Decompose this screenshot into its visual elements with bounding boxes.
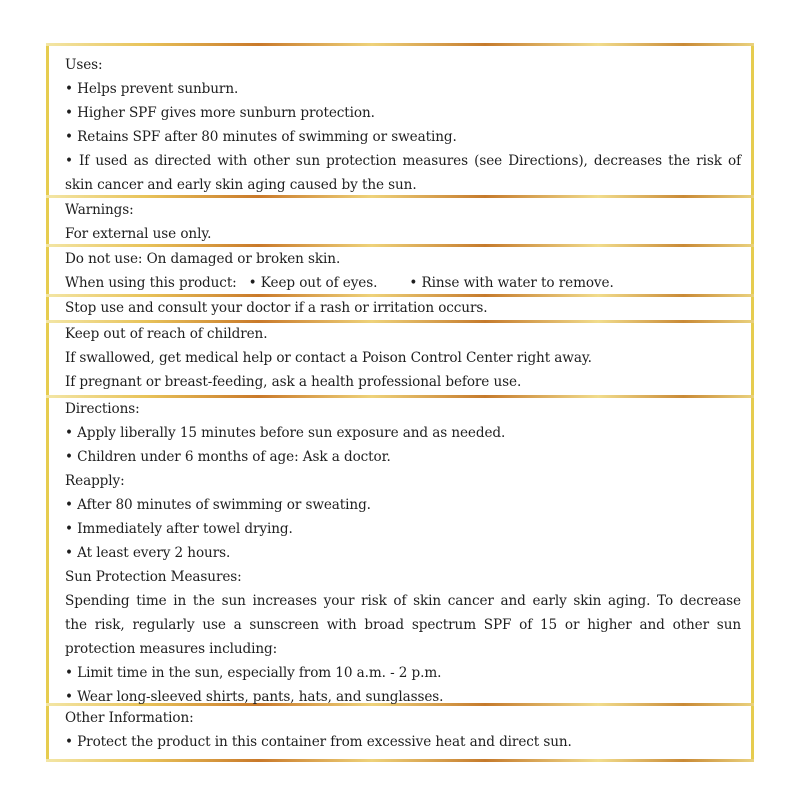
sun-protection-paragraph: Spending time in the sun increases your risk of skin cancer and early skin aging. To decrease <box>65 593 741 609</box>
uses-item-continued: skin cancer and early skin aging caused by the sun. <box>65 177 417 193</box>
divider-top <box>46 43 754 46</box>
sun-protection-item: • Limit time in the sun, especially from 10 a.m. - 2 p.m. <box>65 665 442 681</box>
keep-out-line: Keep out of reach of children. <box>65 326 268 342</box>
other-info-section <box>65 706 741 754</box>
sun-protection-heading: Sun Protection Measures: <box>65 569 242 585</box>
sun-protection-item: • Wear long-sleeved shirts, pants, hats, and sunglasses. <box>65 689 444 705</box>
warnings-section <box>65 198 741 246</box>
reapply-item: • Immediately after towel drying. <box>65 521 293 537</box>
uses-heading: Uses: <box>65 57 103 73</box>
reapply-item: • After 80 minutes of swimming or sweating. <box>65 497 371 513</box>
keep-out-line: If swallowed, get medical help or contact a Poison Control Center right away. <box>65 350 592 366</box>
directions-item: • Apply liberally 15 minutes before sun exposure and as needed. <box>65 425 506 441</box>
uses-item: • Retains SPF after 80 minutes of swimming or sweating. <box>65 129 457 145</box>
do-not-use-text: Do not use: On damaged or broken skin. <box>65 251 341 267</box>
reapply-item: • At least every 2 hours. <box>65 545 231 561</box>
sun-protection-paragraph: protection measures including: <box>65 641 278 657</box>
stop-use-text: Stop use and consult your doctor if a rash or irritation occurs. <box>65 300 488 316</box>
uses-item: • Helps prevent sunburn. <box>65 81 239 97</box>
when-using-item: • Rinse with water to remove. <box>409 275 614 291</box>
keep-out-line: If pregnant or breast-feeding, ask a health professional before use. <box>65 374 522 390</box>
uses-item: • If used as directed with other sun protection measures (see Directions), decreases the risk of <box>65 153 741 169</box>
reapply-heading: Reapply: <box>65 473 125 489</box>
when-using-item: • Keep out of eyes. <box>248 275 378 291</box>
keep-out-section <box>65 322 741 394</box>
divider-bottom <box>46 759 754 762</box>
uses-section <box>65 53 741 197</box>
directions-section <box>65 397 741 709</box>
other-info-heading: Other Information: <box>65 710 194 726</box>
stop-use-section <box>65 296 741 320</box>
directions-item: • Children under 6 months of age: Ask a doctor. <box>65 449 391 465</box>
warnings-text: For external use only. <box>65 226 212 242</box>
warnings-heading: Warnings: <box>65 202 134 218</box>
when-using-label: When using this product: <box>65 275 237 291</box>
directions-heading: Directions: <box>65 401 140 417</box>
sun-protection-paragraph: the risk, regularly use a sunscreen with broad spectrum SPF of 15 or higher and other sun <box>65 617 741 633</box>
do-not-use-section <box>65 247 741 295</box>
when-using-line <box>65 271 741 295</box>
other-info-item: • Protect the product in this container from excessive heat and direct sun. <box>65 734 572 750</box>
uses-item: • Higher SPF gives more sunburn protection. <box>65 105 375 121</box>
